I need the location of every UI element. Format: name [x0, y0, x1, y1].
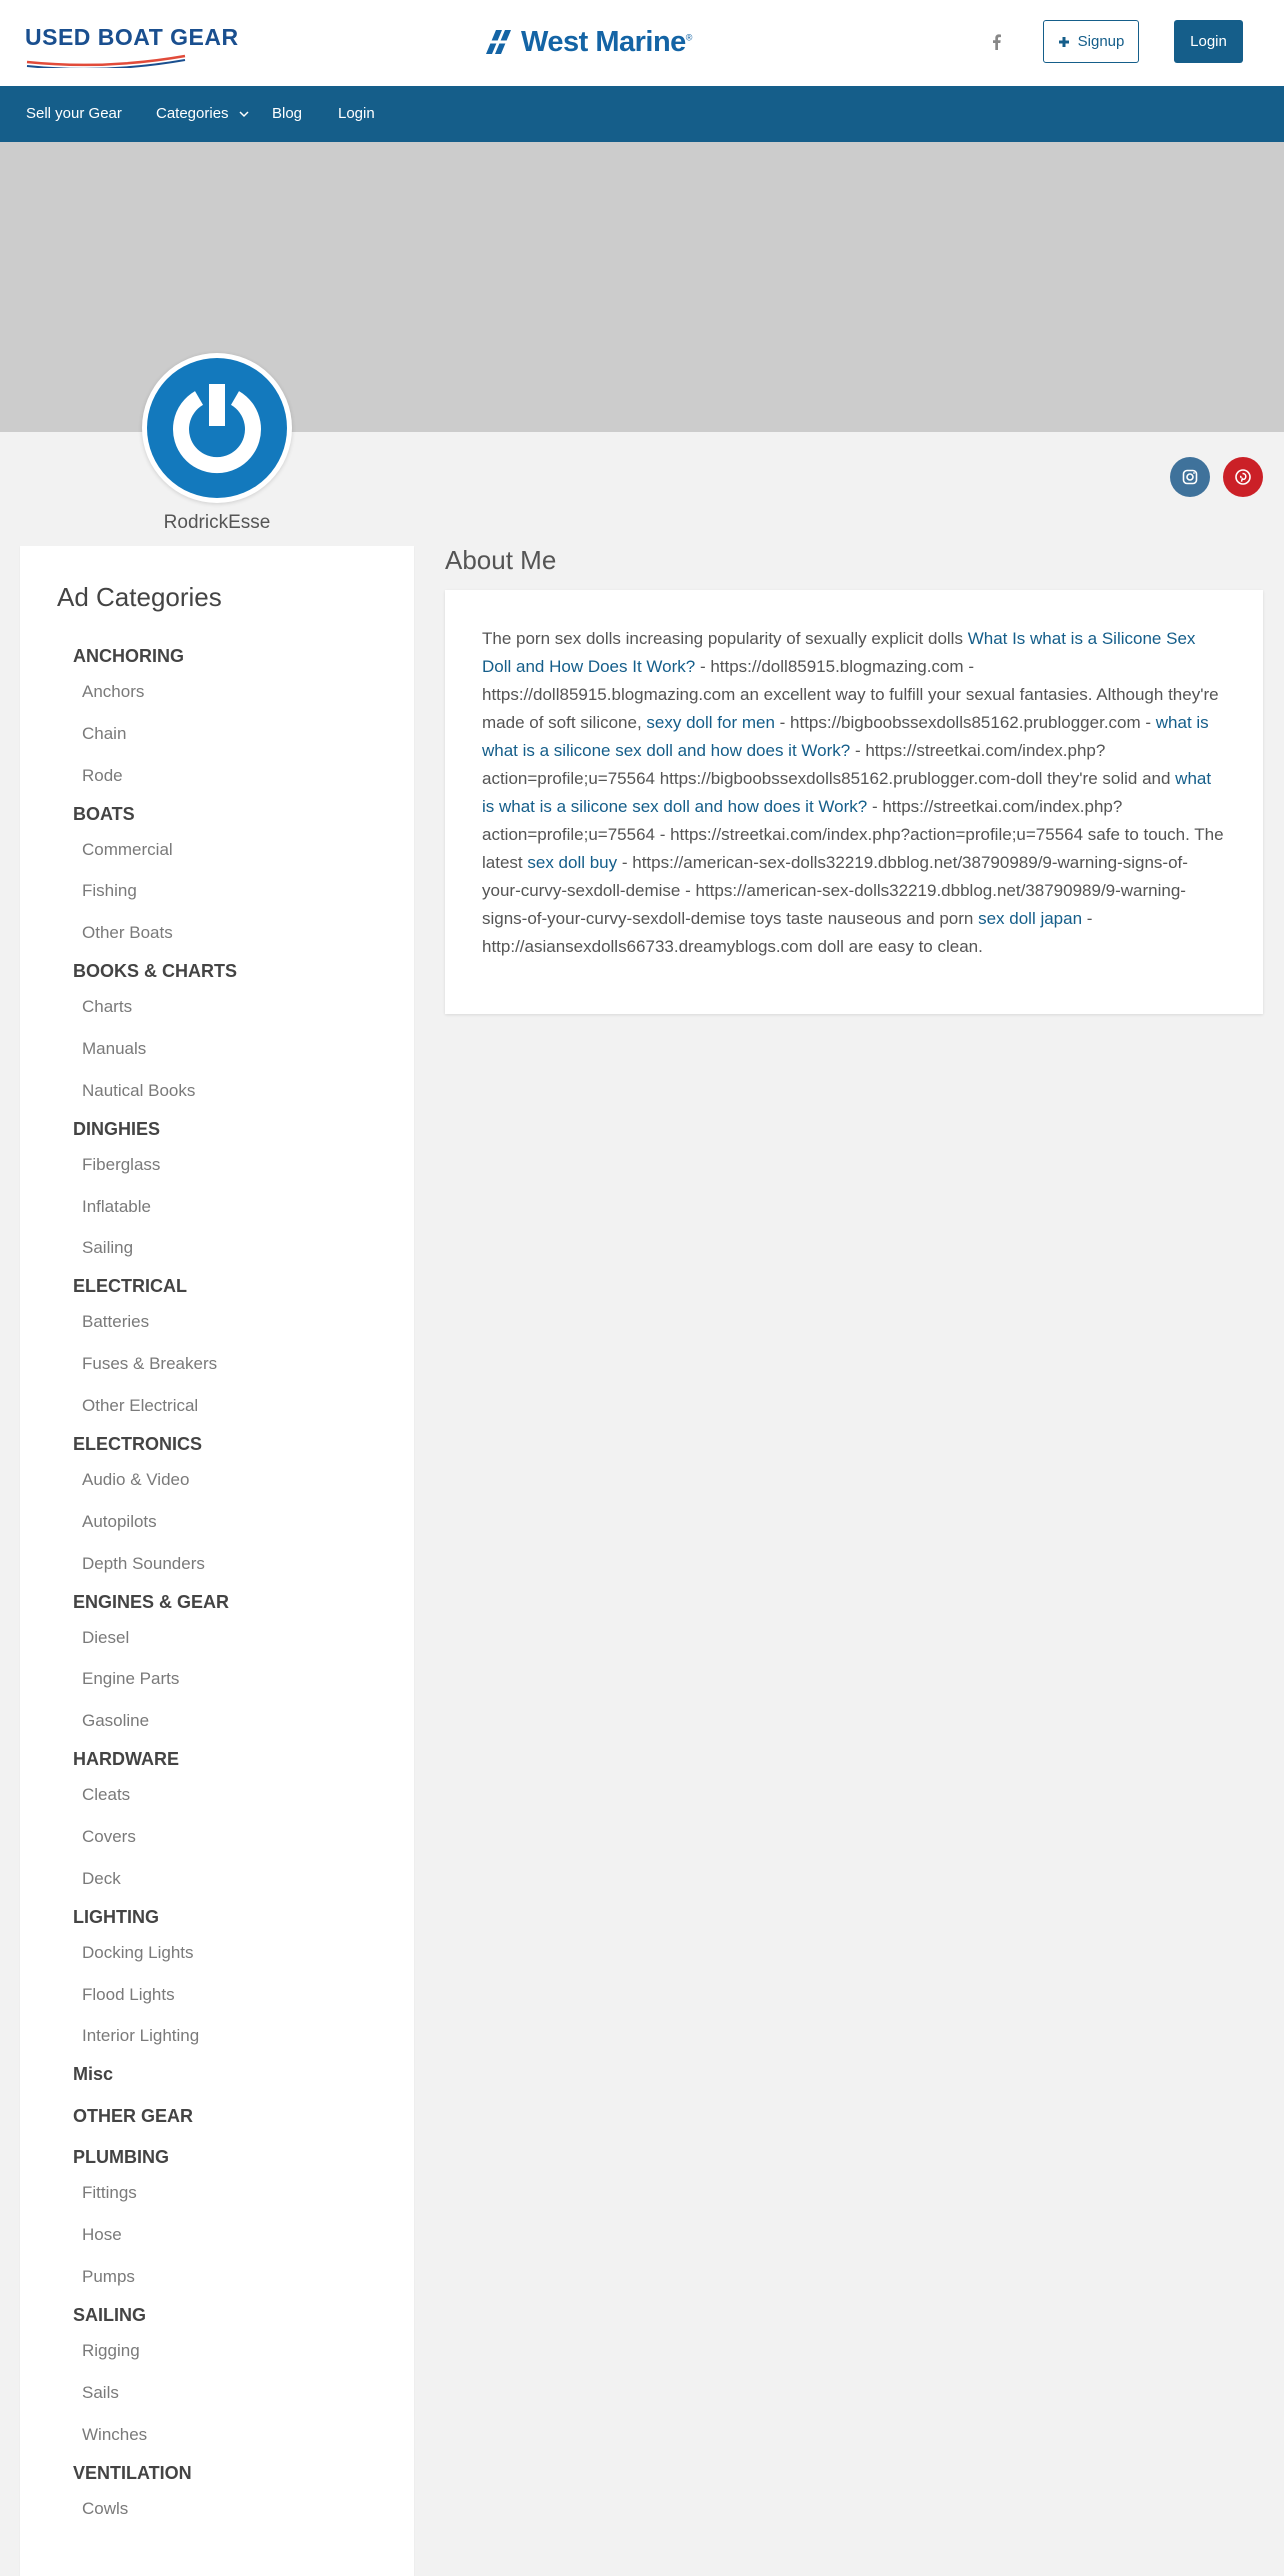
subcategory-interior-lighting[interactable]: Interior Lighting	[82, 2026, 200, 2046]
about-link[interactable]: what is what is a silicone sex doll and how does it Work?	[482, 713, 1209, 760]
subcategory-fuses-breakers[interactable]: Fuses & Breakers	[82, 1354, 218, 1374]
about-text	[482, 625, 1226, 961]
subcategory-winches[interactable]: Winches	[82, 2424, 148, 2444]
sponsor-name: West Marine	[521, 25, 686, 58]
subcategory-covers[interactable]: Covers	[82, 1827, 136, 1846]
subcategory-diesel[interactable]: Diesel	[82, 1627, 130, 1647]
subcategory-other-electrical[interactable]: Other Electrical	[82, 1396, 199, 1415]
nav-item-sell-your-gear[interactable]: Sell your Gear	[26, 105, 122, 122]
logo-swoosh-icon	[25, 54, 190, 68]
sponsor-registered-mark: ®	[685, 31, 692, 42]
category-hardware[interactable]: HARDWARE	[73, 1749, 179, 1770]
subcategory-rode[interactable]: Rode	[82, 765, 123, 785]
subcategory-flood-lights[interactable]: Flood Lights	[82, 1984, 175, 2004]
nav-item-categories[interactable]	[156, 86, 249, 142]
about-text-segment: The porn sex dolls increasing popularity of sexually explicit dolls	[482, 629, 968, 648]
about-text-segment: - https://doll85915.blogmazing.com - https://doll85915.blogmazing.com an excellent way to fulfill your sexual fantasies. Although they're made of soft silicone,	[482, 657, 1219, 732]
subcategory-cowls[interactable]: Cowls	[82, 2498, 129, 2518]
about-link[interactable]: sex doll japan	[978, 909, 1083, 928]
login-label: Login	[1190, 33, 1227, 50]
subcategory-rigging[interactable]: Rigging	[82, 2341, 140, 2360]
subcategory-anchors[interactable]: Anchors	[82, 682, 145, 701]
subcategory-charts[interactable]: Charts	[82, 997, 133, 1017]
subcategory-batteries[interactable]: Batteries	[82, 1312, 150, 1332]
logo-text: USED BOAT GEAR	[25, 24, 239, 50]
west-marine-mark-icon	[483, 28, 513, 56]
subcategory-audio-video[interactable]: Audio & Video	[82, 1470, 190, 1489]
category-misc[interactable]: Misc	[73, 2064, 114, 2085]
category-books-charts[interactable]: BOOKS & CHARTS	[73, 961, 238, 982]
category-boats[interactable]: BOATS	[73, 803, 135, 824]
subcategory-other-boats[interactable]: Other Boats	[82, 923, 173, 943]
ad-categories-title: Ad Categories	[57, 582, 222, 612]
category-engines-gear[interactable]: ENGINES & GEAR	[73, 1591, 230, 1612]
plus-icon	[1058, 36, 1070, 48]
about-title: About Me	[445, 545, 557, 575]
top-bar	[0, 0, 1284, 86]
subcategory-commercial[interactable]: Commercial	[82, 839, 173, 859]
subcategory-fittings[interactable]: Fittings	[82, 2183, 137, 2203]
about-link[interactable]: what is what is a silicone sex doll and how does it Work?	[482, 769, 1212, 816]
subcategory-cleats[interactable]: Cleats	[82, 1785, 131, 1805]
pinterest-icon[interactable]	[1223, 457, 1263, 497]
ad-categories-panel	[20, 546, 414, 2576]
chevron-down-icon	[239, 110, 249, 118]
about-link[interactable]: sex doll buy	[527, 853, 618, 872]
about-text-segment: - https://streetkai.com/index.php?action=profile;u=75564 - https://streetkai.com/index.php?action=profile;u=75564 safe to touch. The latest	[482, 797, 1224, 872]
main-nav	[0, 86, 1284, 142]
subcategory-gasoline[interactable]: Gasoline	[82, 1711, 150, 1731]
subcategory-nautical-books[interactable]: Nautical Books	[82, 1080, 196, 1100]
avatar	[142, 353, 292, 503]
profile-username: RodrickEsse	[163, 512, 271, 533]
subcategory-pumps[interactable]: Pumps	[82, 2267, 135, 2286]
subcategory-deck[interactable]: Deck	[82, 1868, 121, 1888]
subcategory-fiberglass[interactable]: Fiberglass	[82, 1154, 161, 1174]
category-ventilation[interactable]: VENTILATION	[73, 2462, 192, 2483]
about-text-segment: - https://streetkai.com/index.php?action=profile;u=75564 https://bigboobssexdolls85162.prublogger.com-doll they're solid and	[482, 741, 1176, 788]
about-link[interactable]: sexy doll for men	[646, 713, 775, 732]
subcategory-sailing[interactable]: Sailing	[82, 1238, 134, 1258]
subcategory-chain[interactable]: Chain	[82, 723, 127, 743]
signup-button[interactable]	[1043, 20, 1139, 63]
category-sailing[interactable]: SAILING	[73, 2305, 147, 2325]
about-link[interactable]: What Is what is a Silicone Sex Doll and How Does It Work?	[482, 629, 1196, 676]
about-text-segment: - https://bigboobssexdolls85162.prublogger.com -	[774, 713, 1156, 732]
category-electrical[interactable]: ELECTRICAL	[73, 1276, 187, 1297]
subcategory-inflatable[interactable]: Inflatable	[82, 1196, 151, 1216]
category-other-gear[interactable]: OTHER GEAR	[73, 2105, 194, 2126]
category-electronics[interactable]: ELECTRONICS	[73, 1434, 203, 1454]
facebook-icon[interactable]	[985, 28, 1007, 56]
subcategory-engine-parts[interactable]: Engine Parts	[82, 1669, 180, 1689]
about-panel	[445, 590, 1263, 1014]
site-logo[interactable]	[25, 16, 239, 68]
subcategory-docking-lights[interactable]: Docking Lights	[82, 1942, 194, 1962]
subcategory-sails[interactable]: Sails	[82, 2382, 119, 2402]
subcategory-hose[interactable]: Hose	[82, 2225, 122, 2245]
subcategory-manuals[interactable]: Manuals	[82, 1039, 147, 1058]
subcategory-fishing[interactable]: Fishing	[82, 881, 137, 901]
category-plumbing[interactable]: PLUMBING	[73, 2147, 169, 2168]
subcategory-autopilots[interactable]: Autopilots	[82, 1511, 157, 1531]
category-anchoring[interactable]: ANCHORING	[73, 646, 184, 666]
login-button[interactable]	[1174, 20, 1243, 63]
signup-label: Signup	[1077, 33, 1125, 50]
instagram-icon[interactable]	[1170, 457, 1210, 497]
nav-item-blog[interactable]: Blog	[272, 105, 303, 122]
nav-item-categories-label: Categories	[156, 105, 229, 122]
about-text-segment: - http://asiansexdolls66733.dreamyblogs.com doll are easy to clean.	[482, 909, 1093, 956]
category-lighting[interactable]: LIGHTING	[73, 1906, 159, 1927]
sponsor-logo[interactable]	[483, 24, 692, 60]
avatar-power-icon	[147, 358, 287, 498]
about-text-segment: - https://american-sex-dolls32219.dbblog.net/38790989/9-warning-signs-of-your-curvy-sexdoll-demise - https://american-sex-dolls32219.dbblog.net/38790989/9-warning-signs-of-your-curvy-sexdoll-demise toys taste nauseous and porn	[482, 853, 1188, 928]
category-dinghies[interactable]: DINGHIES	[73, 1118, 161, 1139]
subcategory-depth-sounders[interactable]: Depth Sounders	[82, 1553, 205, 1573]
nav-item-login[interactable]: Login	[338, 105, 375, 122]
